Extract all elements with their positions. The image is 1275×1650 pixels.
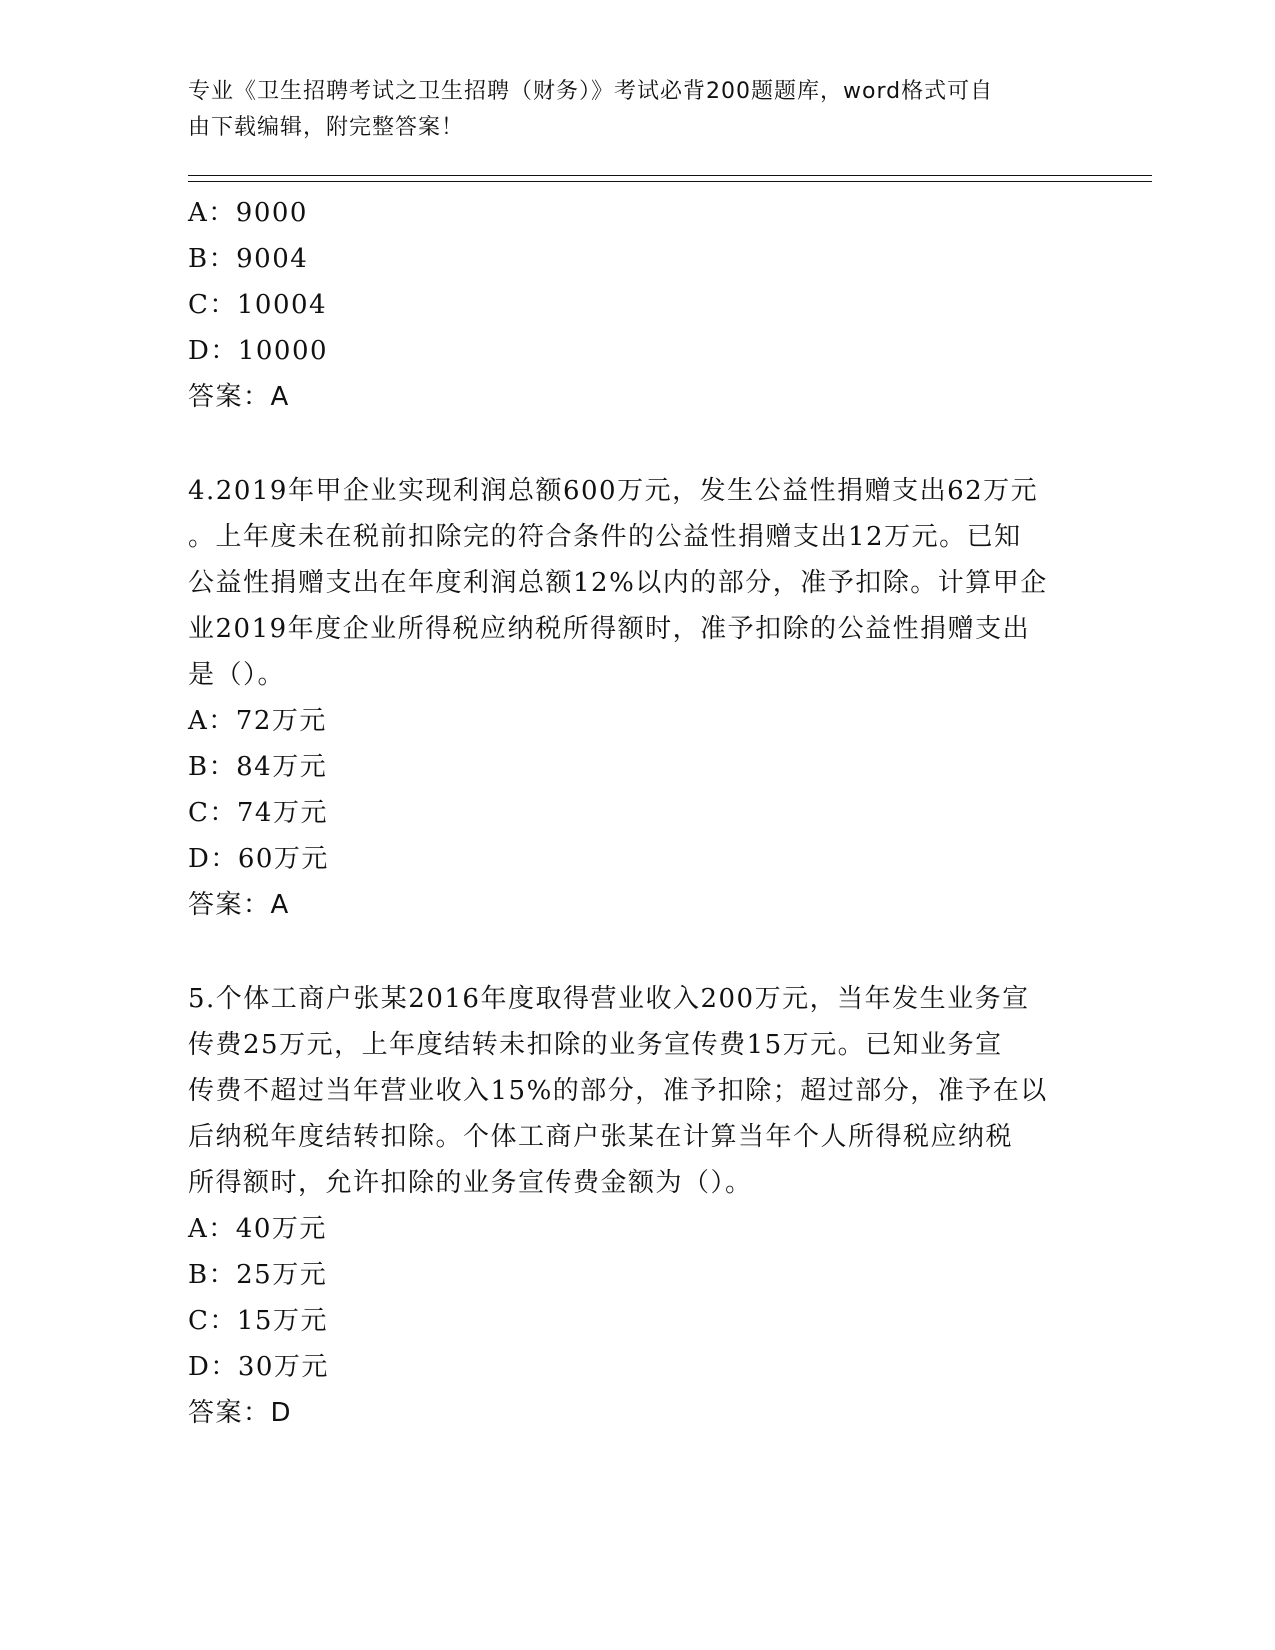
q5-answer: 答案：D: [188, 1398, 293, 1428]
q4-option-c: C：74万元: [188, 798, 328, 828]
q5-stem-line: 5.个体工商户张某2016年度取得营业收入200万元，当年发生业务宣: [188, 984, 1030, 1014]
q5-option-a: A：40万元: [188, 1214, 327, 1244]
q5-option-d: D：30万元: [188, 1352, 329, 1382]
q3-option-d: D：10000: [188, 336, 329, 366]
q4-stem-line: 。上年度未在税前扣除完的符合条件的公益性捐赠支出12万元。已知: [188, 522, 1022, 552]
q4-stem-line: 公益性捐赠支出在年度利润总额12%以内的部分，准予扣除。计算甲企: [188, 568, 1048, 598]
question-3: [188, 190, 1088, 420]
q4-stem-line: 业2019年度企业所得税应纳税所得额时，准予扣除的公益性捐赠支出: [188, 614, 1031, 644]
q4-stem: [188, 468, 1088, 698]
q5-option-c: C：15万元: [188, 1306, 328, 1336]
q5-option-b: B：25万元: [188, 1260, 328, 1290]
question-spacer: [188, 928, 1088, 976]
question-4: [188, 468, 1088, 928]
q3-option-b: B：9004: [188, 244, 309, 274]
q4-stem-line: 是（）。: [188, 660, 286, 690]
q5-stem-line: 所得额时，允许扣除的业务宣传费金额为（）。: [188, 1168, 753, 1198]
question-5: [188, 976, 1088, 1436]
question-list: [188, 190, 1088, 1436]
q4-option-d: D：60万元: [188, 844, 329, 874]
question-spacer: [188, 420, 1088, 468]
q4-option-a: A：72万元: [188, 706, 327, 736]
q5-stem-line: 传费25万元，上年度结转未扣除的业务宣传费15万元。已知业务宣: [188, 1030, 1003, 1060]
header-line-1: 专业《卫生招聘考试之卫生招聘（财务）》考试必背200题题库，word格式可自: [188, 79, 994, 104]
q3-option-a: A：9000: [188, 198, 308, 228]
q3-option-c: C：10004: [188, 290, 328, 320]
q5-stem-line: 传费不超过当年营业收入15%的部分，准予扣除；超过部分，准予在以: [188, 1076, 1048, 1106]
header-line-2: 由下载编辑，附完整答案！: [188, 115, 465, 140]
header-divider-bottom: [188, 181, 1152, 182]
q5-stem-line: 后纳税年度结转扣除。个体工商户张某在计算当年个人所得税应纳税: [188, 1122, 1014, 1152]
document-header: [188, 74, 1068, 146]
q5-stem: [188, 976, 1088, 1206]
q4-option-b: B：84万元: [188, 752, 328, 782]
q4-answer: 答案：A: [188, 890, 290, 920]
q3-answer: 答案：A: [188, 382, 290, 412]
q4-stem-line: 4.2019年甲企业实现利润总额600万元，发生公益性捐赠支出62万元: [188, 476, 1039, 506]
header-divider-top: [188, 175, 1152, 176]
